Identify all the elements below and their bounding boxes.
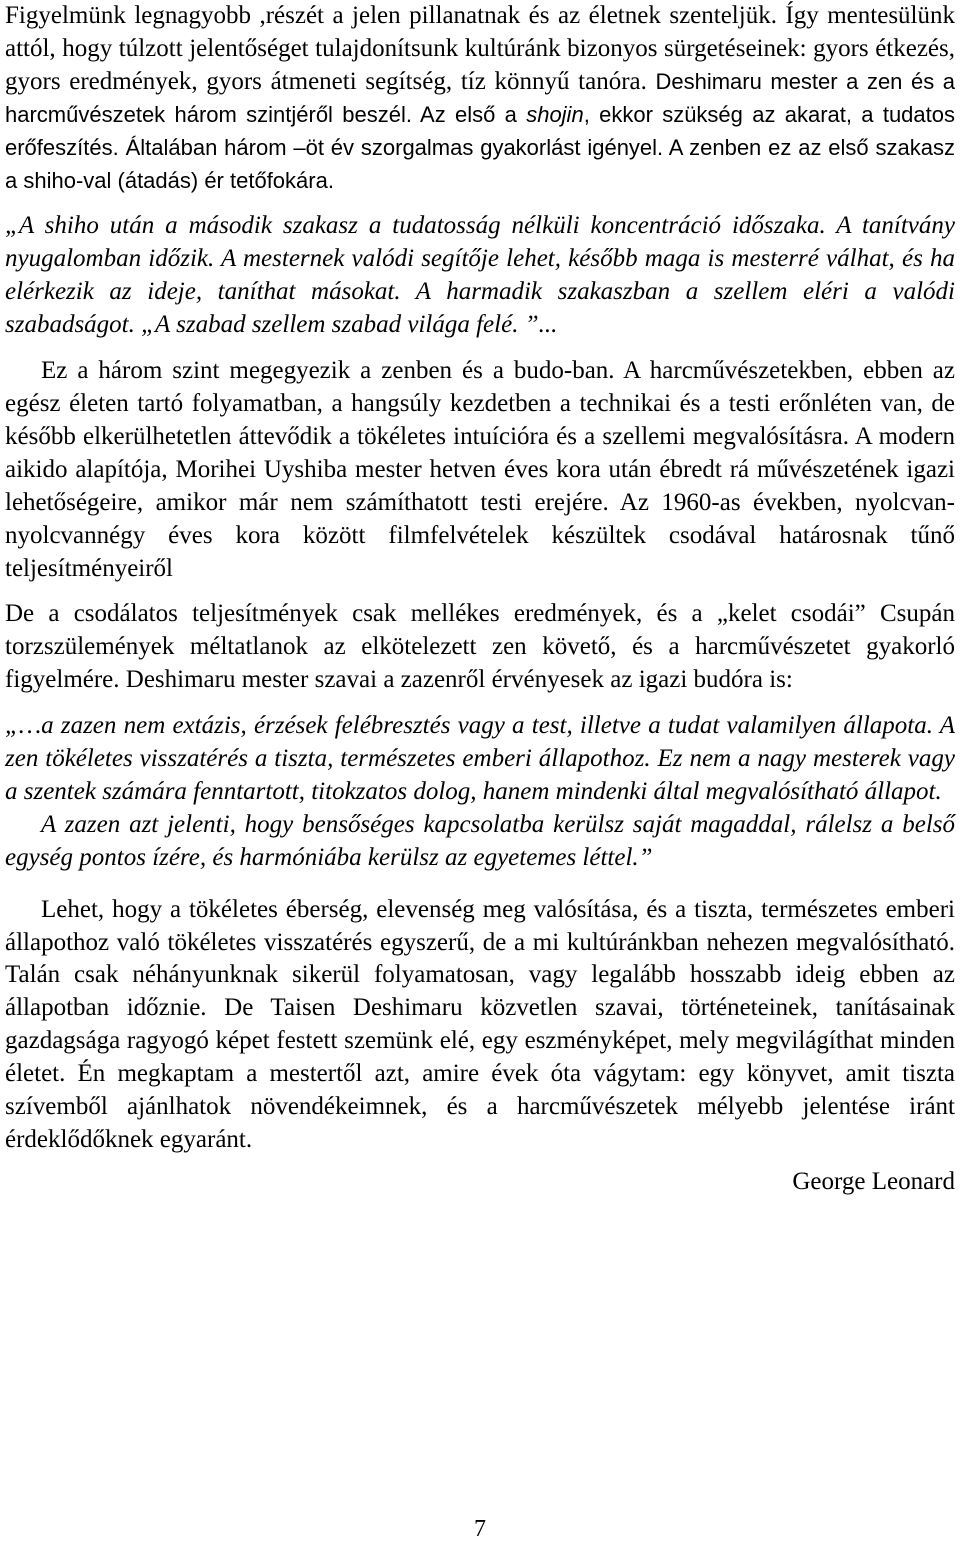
- paragraph-miracles: De a csodálatos teljesítmények csak mellékes eredmények, és a „kelet csodái” Csupán torzszülemények méltatlanok az elkötelezett zen követő, és a harcművészetet gyakorló figyelmére. Deshimaru mester szavai a zazenről érvényesek az igazi budóra is:: [5, 600, 955, 694]
- paragraph-conclusion: Lehet, hogy a tökéletes éberség, elevenség meg valósítása, és a tiszta, természetes emberi állapothoz való tökéletes visszatérés egyszerű, de a mi kultúránkban nehezen megvalósítható. Talán csak néhányunknak sikerül folyamatosan, vagy legalább hosszabb ideig ebben az állapotban időznie. De Taisen Deshimaru közvetlen szavai, történeteinek, tanításainak gazdagsága ragyogó képet festett szemünk elé, egy eszményképet, mely megvilágíthat minden életet. Én megkaptam a mestertől azt, amire évek óta vágytam: egy könyvet, amit tiszta szívemből ajánlhatok növendékeimnek, és a harcművészetek mélyebb jelentése iránt érdeklődőknek egyaránt.: [5, 895, 955, 1153]
- paragraph-zazen-meaning: A zazen azt jelenti, hogy bensőséges kapcsolatba kerülsz saját magaddal, rálelsz a belső egység pontos ízére, és harmóniába kerülsz az egyetemes léttel.”: [5, 810, 955, 871]
- document-page: [5, 0, 955, 1199]
- term-shojin: shojin: [526, 101, 584, 127]
- intro-sans-part-1: Deshimaru mester a zen és a harcművészetek három szintjéről beszél. Az első a: [5, 68, 955, 127]
- intro-serif-text: Figyelmünk legnagyobb ,részét a jelen pillanatnak és az életnek szenteljük. Így mentesülünk attól, hogy túlzott jelentőséget tulajdonítsunk kultúránk bizonyos sürgetéseinek: gyors étkezés, gyors eredmények, gyors átmeneti segítség, tíz könnyű tanóra.: [5, 2, 955, 95]
- author-signature: George Leonard: [792, 1167, 955, 1195]
- paragraph-three-levels: Ez a három szint megegyezik a zenben és a budo-ban. A harcművészetekben, ebben az egész életen tartó folyamatban, a hangsúly kezdetben a technikai és a testi erőnléten van, de később elkerülhetetlen áttevődik a tökéletes intuícióra és a szellemi megvalósításra. A modern aikido alapítója, Morihei Uyshiba mester hetven éves kora után ébredt rá művészetének igazi lehetőségeire, amikor már nem számíthatott testi erejére. Az 1960-as években, nyolcvan-nyolcvannégy éves kora között filmfelvételek készültek csodával határosnak tűnő teljesítményeiről: [5, 357, 955, 582]
- page-number: 7: [474, 1516, 486, 1542]
- intro-sans-part-2: , ekkor szükség az akarat, a tudatos erőfeszítés. Általában három –öt év szorgalmas gyakorlást igényel. A zenben ez az első szakasz a shiho-val (átadás) ér tetőfokára.: [5, 101, 955, 193]
- paragraph-intro: [5, 0, 955, 197]
- paragraph-zazen-quote: „…a zazen nem extázis, érzések felébresztés vagy a test, illetve a tudat valamilyen állapota. A zen tökéletes visszatérés a tiszta, természetes emberi állapothoz. Ez nem a nagy mesterek vagy a szentek számára fenntartott, titokzatos dolog, hanem mindenki által megvalósítható állapot.: [5, 712, 955, 805]
- paragraph-shiho-quote: „A shiho után a második szakasz a tudatosság nélküli koncentráció időszaka. A tanítvány nyugalomban időzik. A mesternek valódi segítője lehet, később maga is mesterré válhat, és ha elérkezik az ideje, taníthat másokat. A harmadik szakaszban a szellem eléri a valódi szabadságot. „A szabad szellem szabad világa felé. ”...: [5, 212, 955, 339]
